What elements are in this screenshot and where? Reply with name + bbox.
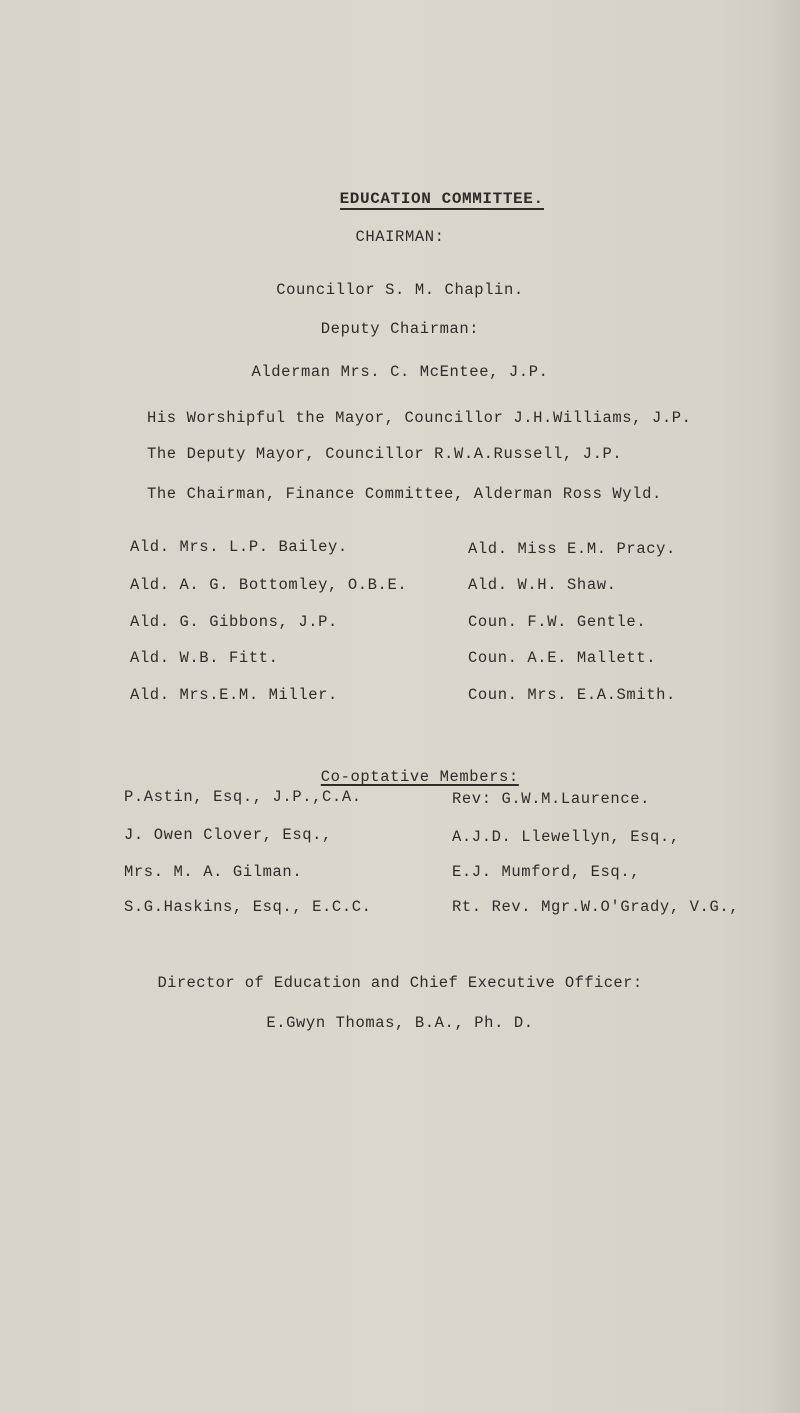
co-opted-member-right: A.J.D. Llewellyn, Esq., [452, 828, 680, 846]
deputy-chairman-name: Alderman Mrs. C. McEntee, J.P. [251, 363, 549, 381]
director-heading: Director of Education and Chief Executive Officer: [157, 974, 643, 992]
co-opted-member-right: Rev: G.W.M.Laurence. [452, 790, 651, 808]
document-title: EDUCATION COMMITTEE. [339, 190, 544, 208]
page-edge-shadow [770, 0, 800, 1413]
co-opted-member-left: S.G.Haskins, Esq., E.C.C. [124, 898, 372, 916]
member-left: Ald. Mrs.E.M. Miller. [130, 686, 338, 704]
member-left: Ald. A. G. Bottomley, O.B.E. [130, 576, 408, 594]
member-right: Ald. W.H. Shaw. [468, 576, 617, 594]
co-opted-member-left: Mrs. M. A. Gilman. [124, 863, 303, 881]
chairman-heading: CHAIRMAN: [355, 228, 445, 246]
member-right: Ald. Miss E.M. Pracy. [468, 540, 676, 558]
member-left: Ald. G. Gibbons, J.P. [130, 613, 338, 631]
ex-officio-member: The Deputy Mayor, Councillor R.W.A.Russell, J.P. [147, 445, 623, 463]
member-left: Ald. Mrs. L.P. Bailey. [130, 538, 348, 556]
deputy-chairman-heading: Deputy Chairman: [320, 320, 480, 338]
chairman-name: Councillor S. M. Chaplin. [276, 281, 524, 299]
member-right: Coun. Mrs. E.A.Smith. [468, 686, 676, 704]
member-left: Ald. W.B. Fitt. [130, 649, 279, 667]
ex-officio-member: The Chairman, Finance Committee, Alderman Ross Wyld. [147, 485, 662, 503]
co-optative-heading-wrap [0, 750, 800, 804]
document-title-wrap [300, 172, 544, 226]
member-right: Coun. A.E. Mallett. [468, 649, 657, 667]
ex-officio-member: His Worshipful the Mayor, Councillor J.H.Williams, J.P. [147, 409, 692, 427]
co-opted-member-right: E.J. Mumford, Esq., [452, 863, 641, 881]
co-opted-member-left: J. Owen Clover, Esq., [124, 826, 332, 844]
member-right: Coun. F.W. Gentle. [468, 613, 647, 631]
co-opted-member-left: P.Astin, Esq., J.P.,C.A. [124, 788, 362, 806]
co-optative-heading: Co-optative Members: [320, 768, 519, 786]
director-name: E.Gwyn Thomas, B.A., Ph. D. [266, 1014, 534, 1032]
co-opted-member-right: Rt. Rev. Mgr.W.O'Grady, V.G., [452, 898, 740, 916]
